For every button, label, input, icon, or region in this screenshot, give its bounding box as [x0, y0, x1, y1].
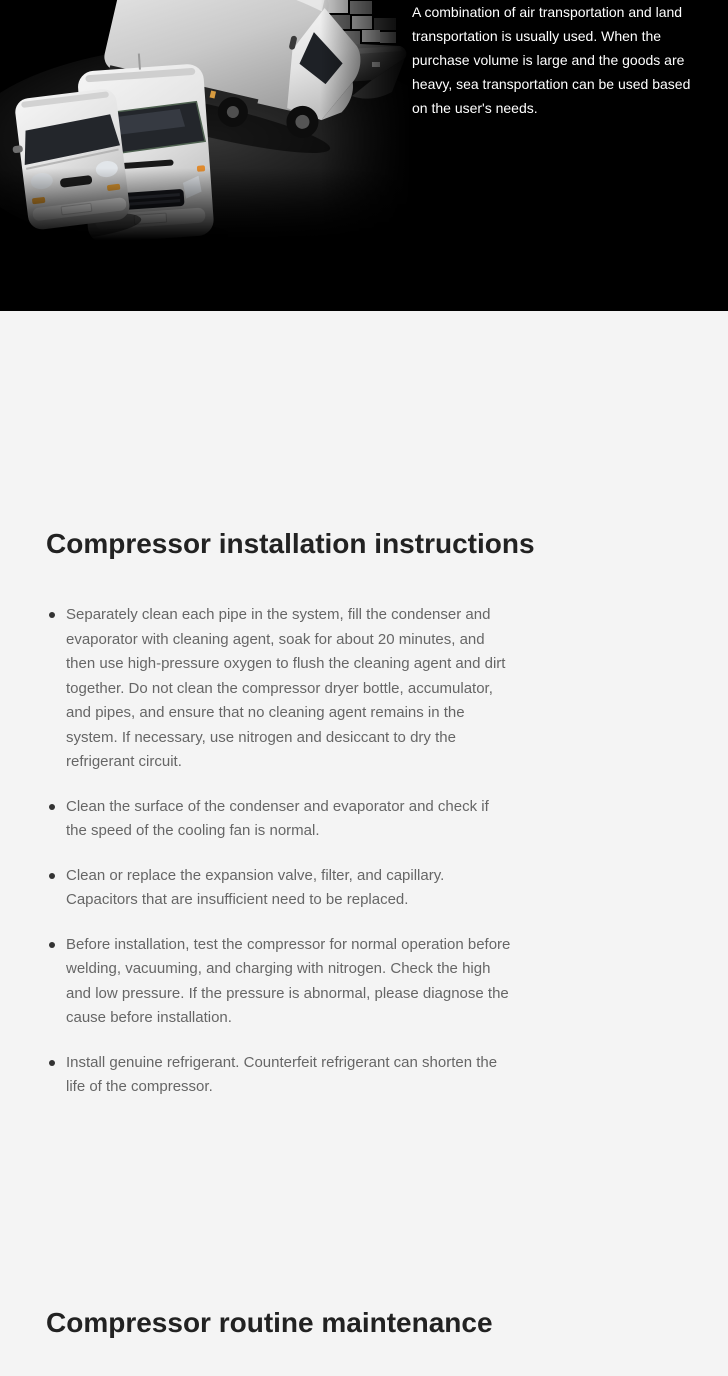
list-item — [46, 795, 512, 844]
shipping-description: A combination of air transportation and land transportation is usually used. When the purchase volume is large and the goods are heavy, sea transportation can be used based on the user's needs. — [412, 4, 691, 116]
list-item — [46, 603, 512, 775]
bullet-icon — [49, 1060, 55, 1066]
list-item-text: Install genuine refrigerant. Counterfeit refrigerant can shorten the life of the compressor. — [66, 1053, 498, 1095]
installation-heading: Compressor installation instructions — [46, 528, 535, 559]
bullet-icon — [49, 804, 55, 810]
installation-list — [46, 603, 682, 1100]
list-item-text: Clean the surface of the condenser and evaporator and check if the speed of the cooling fan is normal. — [66, 797, 489, 839]
bullet-icon — [49, 612, 55, 618]
maintenance-heading: Compressor routine maintenance — [46, 1306, 493, 1338]
bullet-icon — [49, 873, 55, 879]
list-item — [46, 933, 512, 1031]
list-item — [46, 1051, 512, 1100]
transport-photo — [0, 0, 412, 240]
photo-bottom-fade — [0, 168, 412, 240]
list-item — [46, 864, 512, 913]
list-item-text: Before installation, test the compressor for normal operation before welding, vacuuming, and charging with nitrogen. Check the high and low pressure. If the pressure is abnormal, please diagnose the cause before installation. — [66, 935, 511, 1026]
list-item-text: Clean or replace the expansion valve, filter, and capillary. Capacitors that are insufficient need to be replaced. — [66, 866, 445, 908]
shipping-hero-section — [0, 0, 728, 311]
instructions-section — [0, 311, 728, 1376]
bullet-icon — [49, 942, 55, 948]
list-item-text: Separately clean each pipe in the system, fill the condenser and evaporator with cleaning agent, soak for about 20 minutes, and then use high-pressure oxygen to flush the cleaning agent and dirt together. Do not clean the compressor dryer bottle, accumulator, and pipes, and ensure that no cleaning agent remains in the system. If necessary, use nitrogen and desiccant to dry the refrigerant circuit. — [66, 606, 506, 770]
transport-illustration — [0, 0, 412, 240]
